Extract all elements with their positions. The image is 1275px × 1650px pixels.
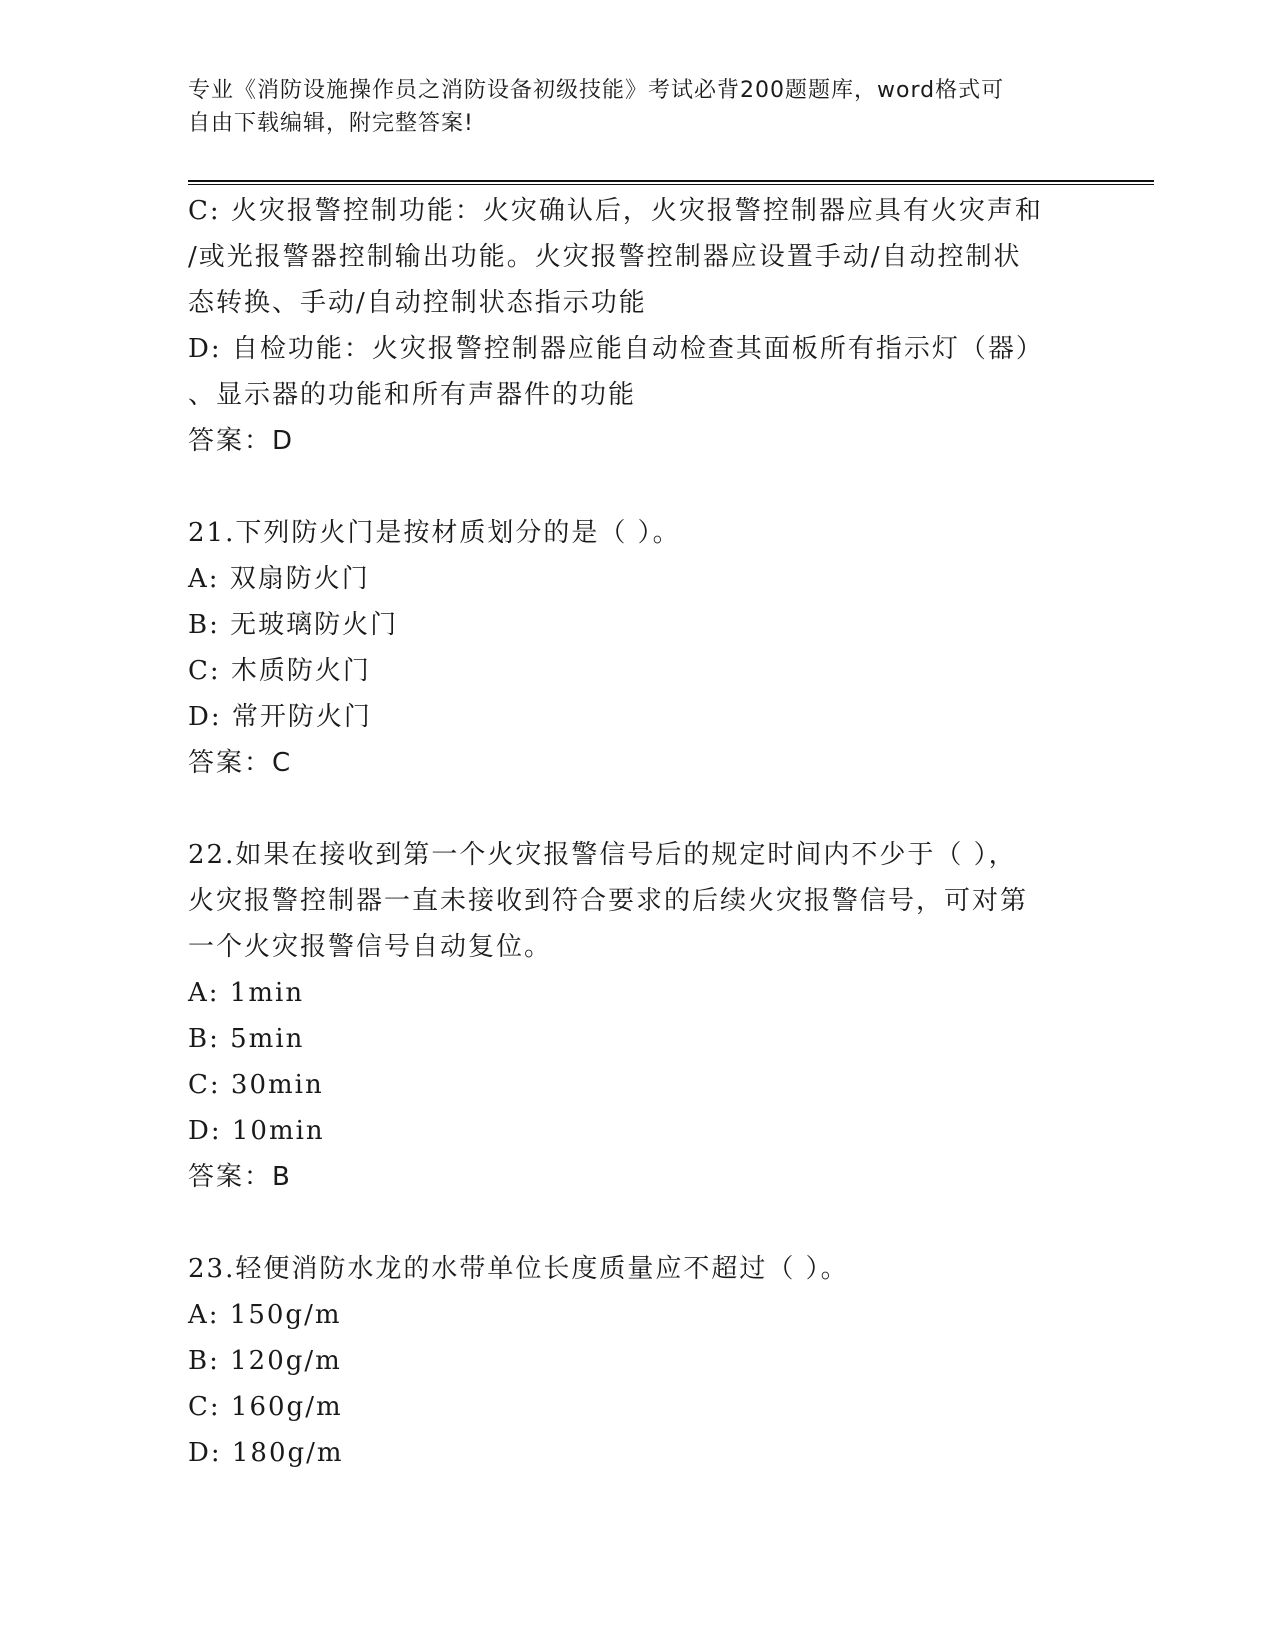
question-23-block (188, 1246, 1088, 1476)
document-header (188, 74, 1088, 140)
question-21-option-c: C: 木质防火门 (188, 656, 371, 686)
header-divider-thin (188, 184, 1154, 185)
prev-question-block (188, 188, 1088, 464)
question-23-option-d: D: 180g/m (188, 1438, 344, 1468)
question-22-block (188, 832, 1088, 1200)
prev-option-c-line-3: 态转换、手动/自动控制状态指示功能 (188, 288, 647, 318)
spacer (188, 464, 1088, 510)
question-23-text: 23.轻便消防水龙的水带单位长度质量应不超过（ ）。 (188, 1254, 849, 1284)
question-22-option-c: C: 30min (188, 1070, 324, 1100)
question-22-option-d: D: 10min (188, 1116, 325, 1146)
question-22-text-line-1: 22.如果在接收到第一个火灾报警信号后的规定时间内不少于（ ）， (188, 840, 1017, 870)
prev-answer: 答案：D (188, 426, 295, 456)
question-23-option-c: C: 160g/m (188, 1392, 343, 1422)
spacer (188, 786, 1088, 832)
question-21-block (188, 510, 1088, 786)
spacer (188, 1200, 1088, 1246)
question-22-option-a: A: 1min (188, 978, 305, 1008)
question-21-answer: 答案：C (188, 748, 293, 778)
prev-option-d-line-1: D: 自检功能：火灾报警控制器应能自动检查其面板所有指示灯（器） (188, 334, 1044, 364)
question-21-option-b: B: 无玻璃防火门 (188, 610, 399, 640)
document-body (188, 188, 1088, 1476)
question-22-answer: 答案：B (188, 1162, 292, 1192)
question-23-option-b: B: 120g/m (188, 1346, 342, 1376)
question-21-text: 21.下列防火门是按材质划分的是（ ）。 (188, 518, 681, 548)
question-22-text-line-3: 一个火灾报警信号自动复位。 (188, 932, 553, 962)
prev-option-c-line-1: C: 火灾报警控制功能：火灾确认后，火灾报警控制器应具有火灾声和 (188, 196, 1043, 226)
question-21-option-d: D: 常开防火门 (188, 702, 372, 732)
question-22-text-line-2: 火灾报警控制器一直未接收到符合要求的后续火灾报警信号，可对第 (188, 886, 1029, 916)
question-21-option-a: A: 双扇防火门 (188, 564, 370, 594)
header-divider-thick (188, 180, 1154, 182)
header-title-line-2: 自由下载编辑，附完整答案! (188, 111, 474, 136)
prev-option-c-line-2: /或光报警器控制输出功能。火灾报警控制器应设置手动/自动控制状 (188, 242, 1022, 272)
question-22-option-b: B: 5min (188, 1024, 305, 1054)
question-23-option-a: A: 150g/m (188, 1300, 342, 1330)
header-title-line-1: 专业《消防设施操作员之消防设备初级技能》考试必背200题题库，word格式可 (188, 78, 1005, 103)
prev-option-d-line-2: 、显示器的功能和所有声器件的功能 (188, 380, 637, 410)
